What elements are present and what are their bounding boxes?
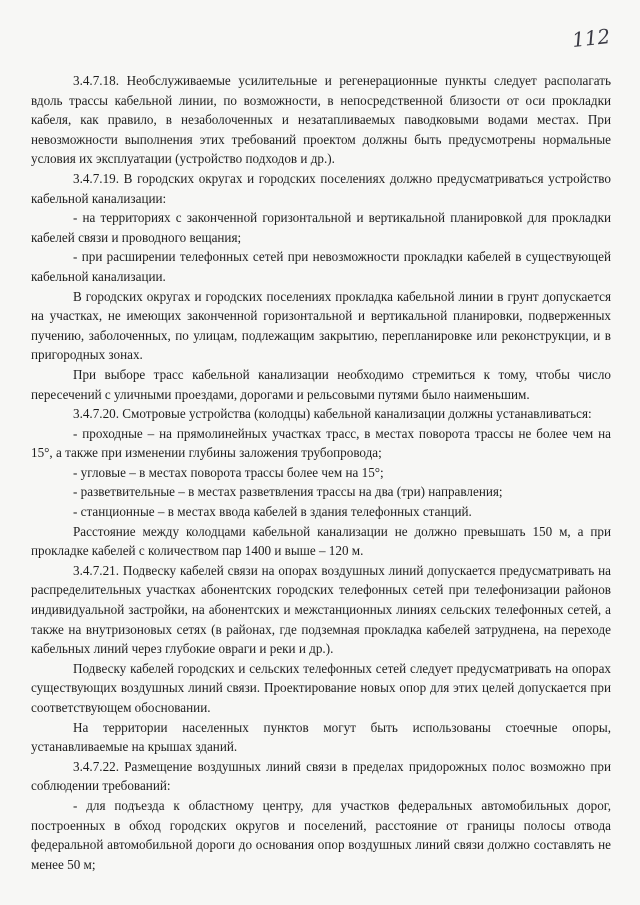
paragraph-3-4-7-18: 3.4.7.18. Необслуживаемые усилительные и регенерационные пункты следует располагать вдоль трассы кабельной линии, по возможности, в непосредственной близости от оси прокладки кабеля, как правило, в незаболоченных и незатапливаемых паводковыми водами местах. При невозможности выполнения этих требований проектом должны быть предусмотрены нормальные условия их эксплуатации (устройство подходов и др.).: [31, 73, 611, 167]
paragraph: Расстояние между колодцами кабельной канализации не должно превышать 150 м, а при прокладке кабелей с количеством пар 1400 и выше – 120 м.: [31, 523, 611, 559]
paragraph: Подвеску кабелей городских и сельских телефонных сетей следует предусматривать на опорах существующих воздушных линий связи. Проектирование новых опор для этих целей допускается при соответствующем обосновании.: [31, 660, 611, 715]
paragraph: На территории населенных пунктов могут быть использованы стоечные опоры, устанавливаемые на крышах зданий.: [31, 719, 611, 755]
paragraph-3-4-7-22: 3.4.7.22. Размещение воздушных линий связи в пределах придорожных полос возможно при соблюдении требований:: [31, 758, 611, 794]
paragraph: В городских округах и городских поселениях прокладка кабельной линии в грунт допускается на участках, не имеющих законченной горизонтальной и вертикальной планировки, подверженных пучению, заболоченных, по улицам, подлежащим закрытию, перепланировке или реконструкции, и в пригородных зонах.: [31, 288, 611, 363]
page-number: 112: [570, 24, 612, 52]
paragraph-3-4-7-21: 3.4.7.21. Подвеску кабелей связи на опорах воздушных линий допускается предусматривать на распределительных участках абонентских городских телефонных сетей при телефонизации районов индивидуальной застройки, на абонентских и межстанционных линиях сельских телефонных сетей, а также на внутризоновых сетях (в районах, где подземная прокладка кабелей затруднена, на переходе кабельных линий через глубокие овраги и реки и др.).: [31, 562, 611, 657]
list-item: - проходные – на прямолинейных участках трасс, в местах поворота трассы не более чем на 15°, а также при изменении глубины заложения трубопровода;: [31, 425, 611, 461]
paragraph-3-4-7-20: 3.4.7.20. Смотровые устройства (колодцы) кабельной канализации должны устанавливаться:: [73, 406, 592, 422]
list-item: - при расширении телефонных сетей при невозможности прокладки кабелей в существующей кабельной канализации.: [31, 249, 611, 284]
list-item: - для подъезда к областному центру, для участков федеральных автомобильных дорог, построенных в обход городских округов и поселений, расстояние от границы полосы отвода федеральной автомобильной дороги до основания опор воздушных линий связи должно составлять не менее 50 м;: [31, 797, 611, 872]
paragraph: При выборе трасс кабельной канализации необходимо стремиться к тому, чтобы число пересечений с уличными проездами, дорогами и рельсовыми путями было наименьшим.: [31, 366, 611, 402]
list-item: - разветвительные – в местах разветвления трассы на два (три) направления;: [73, 484, 503, 500]
paragraph-3-4-7-19: 3.4.7.19. В городских округах и городских поселениях должно предусматриваться устройство кабельной канализации:: [31, 170, 611, 206]
list-item: - на территориях с законченной горизонтальной и вертикальной планировкой для прокладки кабелей связи и проводного вещания;: [31, 210, 611, 245]
list-item: - станционные – в местах ввода кабелей в здания телефонных станций.: [73, 504, 472, 520]
document-body: [31, 71, 611, 874]
list-item: - угловые – в местах поворота трассы более чем на 15°;: [73, 464, 384, 480]
